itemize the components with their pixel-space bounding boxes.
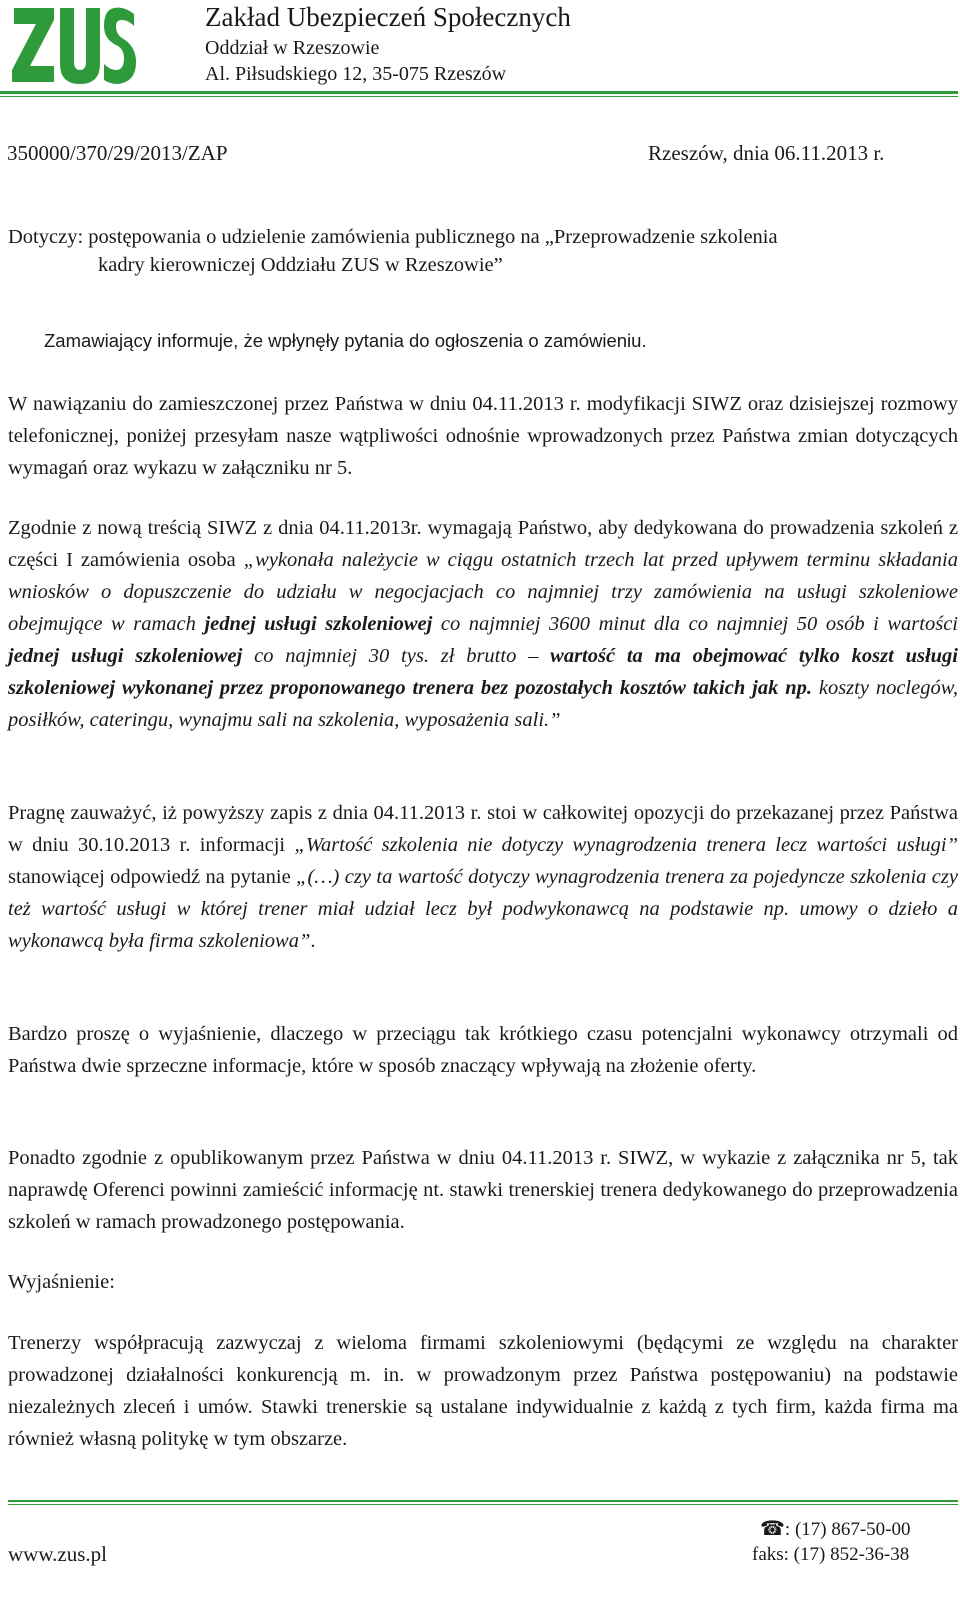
p3-quote-a: „Wartość szkolenia nie dotyczy wynagrodzenia trenera lecz wartości usługi” xyxy=(294,834,958,856)
phone-line xyxy=(760,1516,911,1541)
letter-date: Rzeszów, dnia 06.11.2013 r. xyxy=(648,141,885,165)
paragraph-1: W nawiązaniu do zamieszczonej przez Państwa w dniu 04.11.2013 r. modyfikacji SIWZ oraz dzisiejszej rozmowy telefonicznej, poniżej przesyłam nasze wątpliwości odnośnie wprowadzonych przez Państwa zmian dotyczących wymagań oraz wykazu w załączniku nr 5. xyxy=(8,393,958,479)
p3-quote-b: „(…) czy ta wartość dotyczy wynagrodzenia trenera za pojedyncze szkolenia czy też wartość usługi w której trener miał udział lecz był podwykonawcą na podstawie np. umowy o dzieło a wykonawcą była firma szkoleniowa” xyxy=(8,866,958,952)
zus-logo xyxy=(10,4,136,86)
explanation-heading: Wyjaśnienie: xyxy=(8,1271,115,1293)
subject xyxy=(8,223,958,279)
p3-text-c: . xyxy=(310,930,316,952)
paragraph-2 xyxy=(8,512,958,736)
subject-line-2: kadry kierowniczej Oddziału ZUS w Rzeszowie” xyxy=(98,254,503,276)
intro-text: Zamawiający informuje, że wpłynęły pytania do ogłoszenia o zamówieniu. xyxy=(44,330,647,351)
p2-emph-2: jednej usługi szkoleniowej xyxy=(8,645,243,667)
fax-number: faks: (17) 852-36-38 xyxy=(752,1544,910,1565)
p2-quote-b: co najmniej 3600 minut dla co najmniej 50 osób i wartości xyxy=(432,613,959,635)
website-link[interactable]: www.zus.pl xyxy=(8,1542,107,1566)
subject-line-1: Dotyczy: postępowania o udzielenie zamówienia publicznego na „Przeprowadzenie szkolenia xyxy=(8,226,778,248)
p2-emph-3: wartość ta ma obejmować tylko koszt usługi szkoleniowej wykonanej przez proponowanego trenera bez pozostałych kosztów takich jak np. xyxy=(8,645,959,699)
header-rule xyxy=(0,91,958,94)
paragraph-7: Trenerzy współpracują zazwyczaj z wieloma firmami szkoleniowymi (będącymi ze względu na charakter prowadzonej działalności konkurencją m. in. w prowadzonym przez Państwa postępowaniu) na podstawie niezależnych zleceń i umów. Stawki trenerskie są ustalane indywidualnie z każdą z tych firm, każda firma ma również własną politykę w tym obszarze. xyxy=(8,1332,958,1450)
paragraph-3 xyxy=(8,797,958,957)
p2-text-a: Zgodnie z nową treścią SIWZ z dnia 04.11.2013r. wymagają Państwo, aby dedykowana do prowadzenia szkoleń z części I zamówienia osoba xyxy=(8,517,958,571)
phone-number: : (17) 867-50-00 xyxy=(784,1519,911,1540)
p2-quote-d: koszty noclegów, posiłków, cateringu, wynajmu sali na szkolenia, wyposażenia sali.” xyxy=(8,677,958,731)
org-name: Zakład Ubezpieczeń Społecznych xyxy=(205,2,571,32)
paragraph-5: Ponadto zgodnie z opublikowanym przez Państwa w dniu 04.11.2013 r. SIWZ, w wykazie z załącznika nr 5, tak naprawdę Oferenci powinni zamieścić informację nt. stawki trenerskiej trenera dedykowanego do przeprowadzenia szkoleń w ramach prowadzonego postępowania. xyxy=(8,1147,958,1233)
footer-rule xyxy=(8,1500,958,1502)
reference-number: 350000/370/29/2013/ZAP xyxy=(7,141,228,165)
branch-address: Al. Piłsudskiego 12, 35-075 Rzeszów xyxy=(205,63,507,85)
p3-text-b: stanowiącej odpowiedź na pytanie xyxy=(8,866,297,888)
p2-quote-a: „wykonała należycie w ciągu ostatnich trzech lat przed upływem terminu składania wniosków o dopuszczenie do udziału w negocjacjach co najmniej trzy zamówienia na usługi szkoleniowe obejmujące w ramach xyxy=(8,549,958,635)
p2-quote-c: co najmniej 30 tys. zł brutto – xyxy=(242,645,551,667)
p3-text-a: Pragnę zauważyć, iż powyższy zapis z dnia 04.11.2013 r. stoi w całkowitej opozycji do przekazanej przez Państwa w dniu 30.10.2013 r. informacji xyxy=(8,802,958,856)
header-rule-thin xyxy=(0,96,958,97)
footer-rule-thin xyxy=(8,1504,958,1505)
paragraph-4: Bardzo proszę o wyjaśnienie, dlaczego w przeciągu tak krótkiego czasu potencjalni wykonawcy otrzymali od Państwa dwie sprzeczne informacje, które w sposób znaczący wpływają na złożenie oferty. xyxy=(8,1023,958,1077)
p2-emph-1: jednej usługi szkoleniowej xyxy=(204,613,433,635)
telephone-icon: ☎ xyxy=(760,1518,785,1540)
org-header xyxy=(205,4,571,84)
branch-name: Oddział w Rzeszowie xyxy=(205,37,380,59)
